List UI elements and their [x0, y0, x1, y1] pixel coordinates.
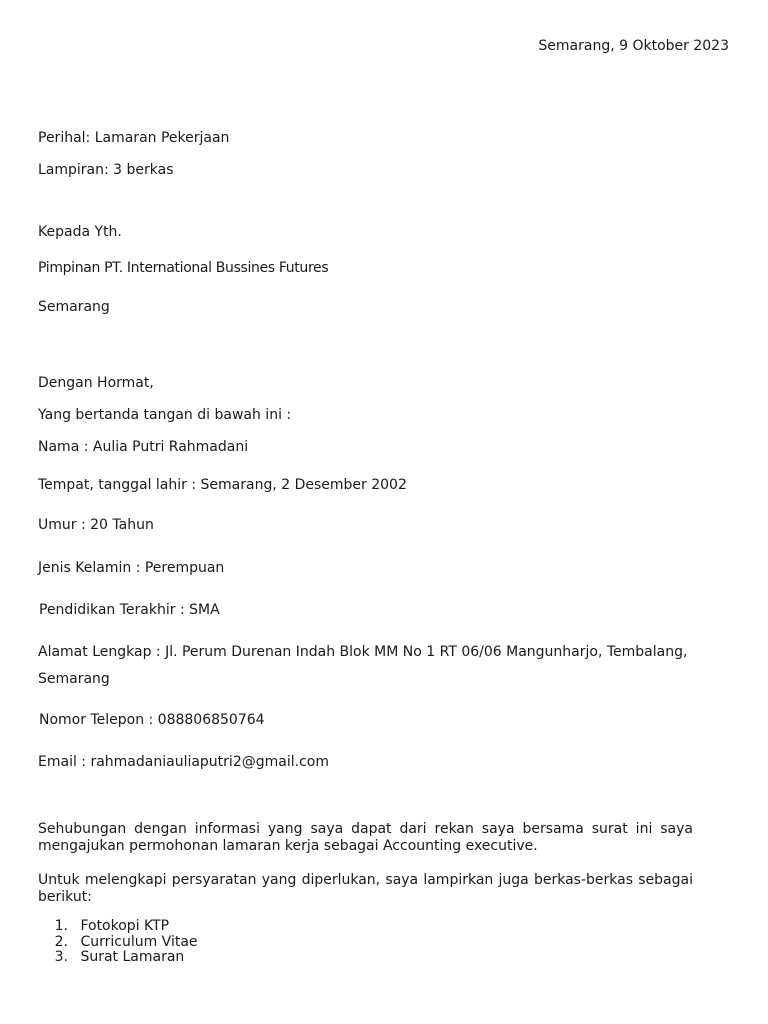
applicant-education: Pendidikan Terakhir : SMA	[39, 602, 220, 618]
body-paragraph-1: Sehubungan dengan informasi yang saya dapat dari rekan saya bersama surat ini saya mengajukan permohonan lamaran kerja sebagai Accounting executive.	[38, 821, 693, 854]
list-item	[38, 950, 198, 966]
applicant-name: Nama : Aulia Putri Rahmadani	[38, 439, 249, 455]
applicant-birth: Tempat, tanggal lahir : Semarang, 2 Desember 2002	[38, 477, 407, 493]
list-item-number: 2.	[54, 933, 68, 950]
list-item	[38, 935, 198, 951]
attachment-count: Lampiran: 3 berkas	[38, 162, 174, 178]
applicant-address-line2: Semarang	[38, 671, 110, 687]
intro-text: Yang bertanda tangan di bawah ini :	[38, 407, 292, 423]
place-date: Semarang, 9 Oktober 2023	[538, 38, 729, 54]
applicant-address-line1: Alamat Lengkap : Jl. Perum Durenan Indah Blok MM No 1 RT 06/06 Mangunharjo, Tembalang,	[38, 644, 688, 660]
applicant-age: Umur : 20 Tahun	[38, 517, 154, 533]
list-item-label: Curriculum Vitae	[80, 933, 198, 950]
recipient-name: Pimpinan PT. International Bussines Futures	[38, 260, 329, 276]
list-item-label: Fotokopi KTP	[80, 918, 170, 934]
recipient-salutation: Kepada Yth.	[38, 224, 122, 240]
recipient-city: Semarang	[38, 299, 110, 315]
subject-line: Perihal: Lamaran Pekerjaan	[38, 130, 230, 146]
list-item-label: Surat Lamaran	[80, 949, 185, 965]
applicant-phone: Nomor Telepon : 088806850764	[39, 712, 265, 728]
list-item-number: 3.	[54, 949, 68, 965]
attachments-list	[38, 919, 198, 966]
greeting: Dengan Hormat,	[38, 375, 154, 391]
body-paragraph-2: Untuk melengkapi persyaratan yang diperlukan, saya lampirkan juga berkas-berkas sebagai berikut:	[38, 872, 693, 905]
applicant-email: Email : rahmadaniauliaputri2@gmail.com	[38, 754, 329, 770]
list-item-number: 1.	[54, 918, 68, 934]
list-item	[38, 919, 198, 935]
applicant-gender: Jenis Kelamin : Perempuan	[38, 560, 225, 576]
